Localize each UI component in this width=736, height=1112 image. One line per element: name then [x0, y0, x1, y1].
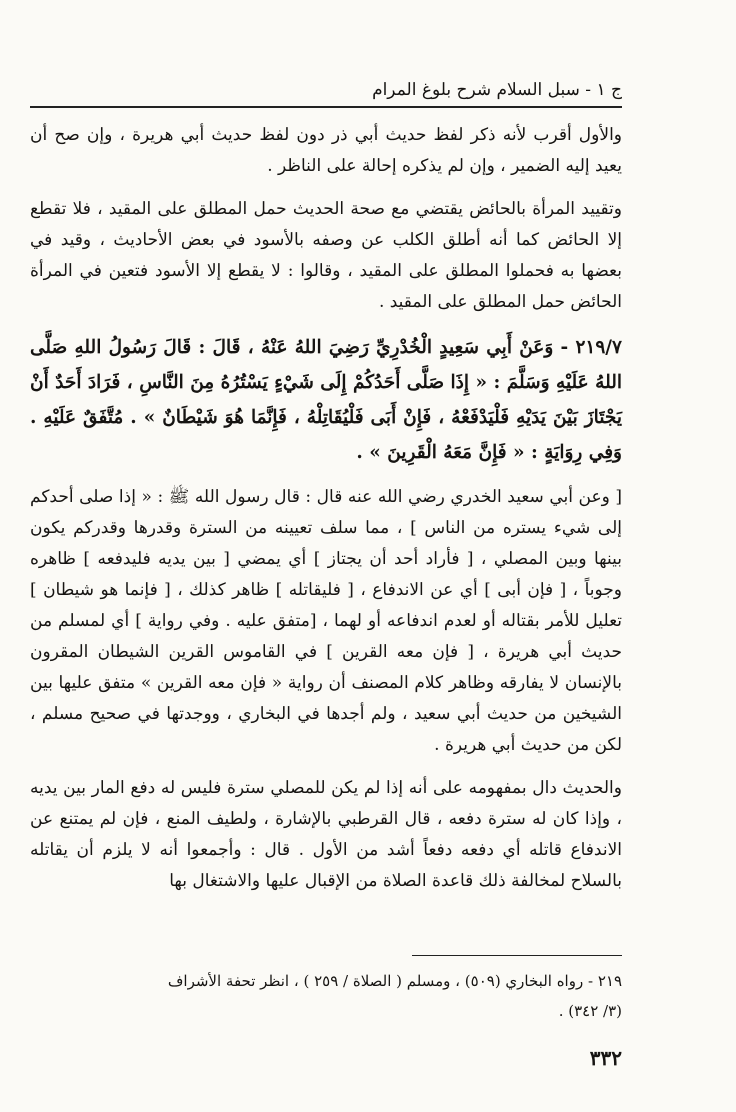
commentary-paragraph: [ وعن أبي سعيد الخدري رضي الله عنه قال : قال رسول الله ﷺ : « إذا صلى أحدكم إلى شيء يستره من الناس ] ، مما سلف تعيينه من السترة وقدرها وقدركم يكون بينها وبين المصلي ، [ فأراد أحد أن يجتاز ] أي يمضي [ بين يديه فليدفعه ] ظاهره وجوباً ، [ فإن أبى ] أي عن الاندفاع ، [ فليقاتله ] ظاهر كذلك ، [ فإنما هو شيطان ] تعليل للأمر بقتاله أو لعدم اندفاعه أو لهما ، [متفق عليه . وفي رواية ] أي لمسلم من حديث أبي هريرة ، [ فإن معه القرين ] في القاموس القرين الشيطان المقرون بالإنسان لا يفارقه وظاهر كلام المصنف أن رواية « فإن معه القرين » متفق عليها بين الشيخين من حديث أبي سعيد ، ولم أجدها في البخاري ، ووجدتها في صحيح مسلم ، لكن من حديث أبي هريرة . — [30, 487, 622, 755]
footnote-rule — [412, 955, 622, 956]
paragraph-1: والأول أقرب لأنه ذكر لفظ حديث أبي ذر دون لفظ حديث أبي هريرة ، وإن صح أن يعيد إليه الضمير ، وإن لم يذكره إحالة على الناظر . — [30, 125, 622, 176]
paragraph-2: وتقييد المرأة بالحائض يقتضي مع صحة الحديث حمل المطلق على المقيد ، فلا تقطع إلا الحائض كما أنه أطلق الكلب عن وصفه بالأسود في بعض الأحاديث ، وقيد في بعضها به فحملوا المطلق على المقيد ، وقالوا : لا يقطع إلا الأسود فتعين في المرأة الحائض حمل المطلق على المقيد . — [30, 199, 622, 312]
running-header: ج ١ - سبل السلام شرح بلوغ المرام — [372, 80, 622, 100]
paragraph-5: والحديث دال بمفهومه على أنه إذا لم يكن للمصلي سترة فليس له دفع المار بين يديه ، وإذا كان له سترة دفعه ، قال القرطبي بالإشارة ، ولطيف المنع ، فإن لم يمتنع عن الاندفاع قاتله أي دفعه دفعاً أشد من الأول . قال : وأجمعوا أنه لا يلزم أن يقاتله بالسلاح لمخالفة ذلك قاعدة الصلاة من الإقبال عليها والاشتغال بها — [30, 778, 622, 891]
hadith-paragraph — [30, 330, 622, 470]
hadith-text: - وَعَنْ أَبِي سَعِيدٍ الْخُدْرِيِّ رَضِيَ اللهُ عَنْهُ ، قَالَ : قَالَ رَسُولُ اللهِ صَلَّى اللهُ عَلَيْهِ وَسَلَّمَ : « إِذَا صَلَّى أَحَدُكُمْ إِلَى شَيْءٍ يَسْتُرُهُ مِنَ النَّاسِ ، فَرَادَ أَحَدٌ أَنْ يَجْتَازَ بَيْنَ يَدَيْهِ فَلْيَدْفَعْهُ ، فَإِنْ أَبَى فَلْيُقَاتِلْهُ ، فَإِنَّمَا هُوَ شَيْطَانٌ » . مُتَّفَقٌ عَلَيْهِ . وَفِي رِوَايَةٍ : « فَإِنَّ مَعَهُ الْقَرِينَ » . — [30, 337, 622, 463]
footnote: ٢١٩ - رواه البخاري (٥٠٩) ، ومسلم ( الصلاة / ٢٥٩ ) ، انظر تحفة الأشراف (٣/ ٣٤٢) . — [167, 972, 622, 1020]
hadith-number: ٢١٩/٧ — [575, 337, 622, 358]
book-page — [30, 0, 622, 1112]
page-number: ٣٣٢ — [589, 1046, 622, 1070]
header-rule — [30, 106, 622, 108]
main-text — [30, 120, 622, 909]
